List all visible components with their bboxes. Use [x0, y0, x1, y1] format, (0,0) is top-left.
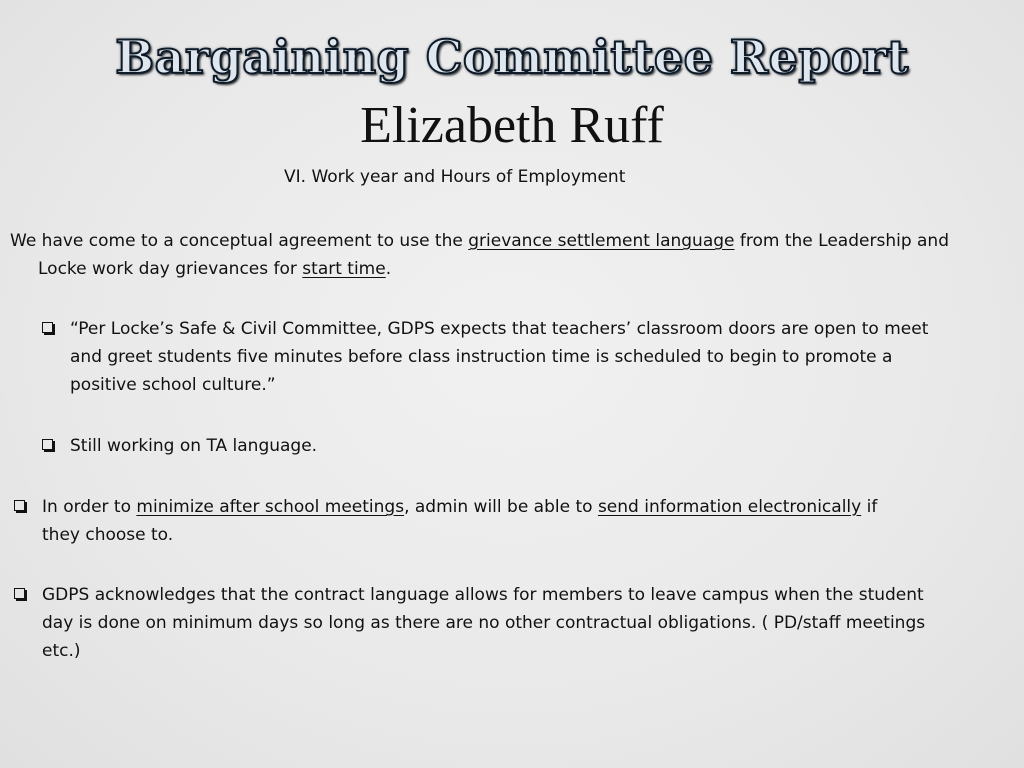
list-item [14, 581, 934, 665]
intro-text-1: We have come to a conceptual agreement to use the [10, 231, 469, 251]
list-item [42, 432, 932, 460]
bullet-text-1: In order to [42, 497, 137, 517]
checkbox-bullet-icon [14, 500, 25, 511]
section-heading: VI. Work year and Hours of Employment [284, 167, 626, 187]
intro-text-2: from the Leadership and Locke work day grievances for [38, 231, 949, 279]
send-information-link: send information electronically [597, 497, 862, 517]
list-item [42, 315, 932, 399]
start-time-link: start time [302, 259, 386, 279]
bullet-text-3: if they choose to. [42, 497, 878, 545]
checkbox-bullet-icon [42, 322, 53, 333]
bullet-text: Still working on TA language. [70, 436, 318, 456]
presenter-name: Elizabeth Ruff [360, 97, 664, 154]
checkbox-bullet-icon [14, 588, 25, 599]
intro-text-3: . [385, 259, 392, 279]
grievance-settlement-language-link: grievance settlement language [468, 231, 735, 251]
list-item [14, 493, 914, 549]
checkbox-bullet-icon [42, 439, 53, 450]
intro-paragraph [10, 227, 968, 283]
minimize-meetings-link: minimize after school meetings [136, 497, 405, 517]
slide-title: Bargaining Committee Report [115, 30, 909, 84]
bullet-text [42, 493, 914, 549]
bullet-text-2: , admin will be able to [404, 497, 598, 517]
bullet-text: GDPS acknowledges that the contract language allows for members to leave campus when the student day is done on minimum days so long as there are no other contractual obligations. ( PD/staff meetings etc.) [42, 585, 926, 661]
bullet-text: “Per Locke’s Safe & Civil Committee, GDPS expects that teachers’ classroom doors are open to meet and greet students five minutes before class instruction time is scheduled to begin to promote a positive school culture.” [70, 319, 929, 395]
